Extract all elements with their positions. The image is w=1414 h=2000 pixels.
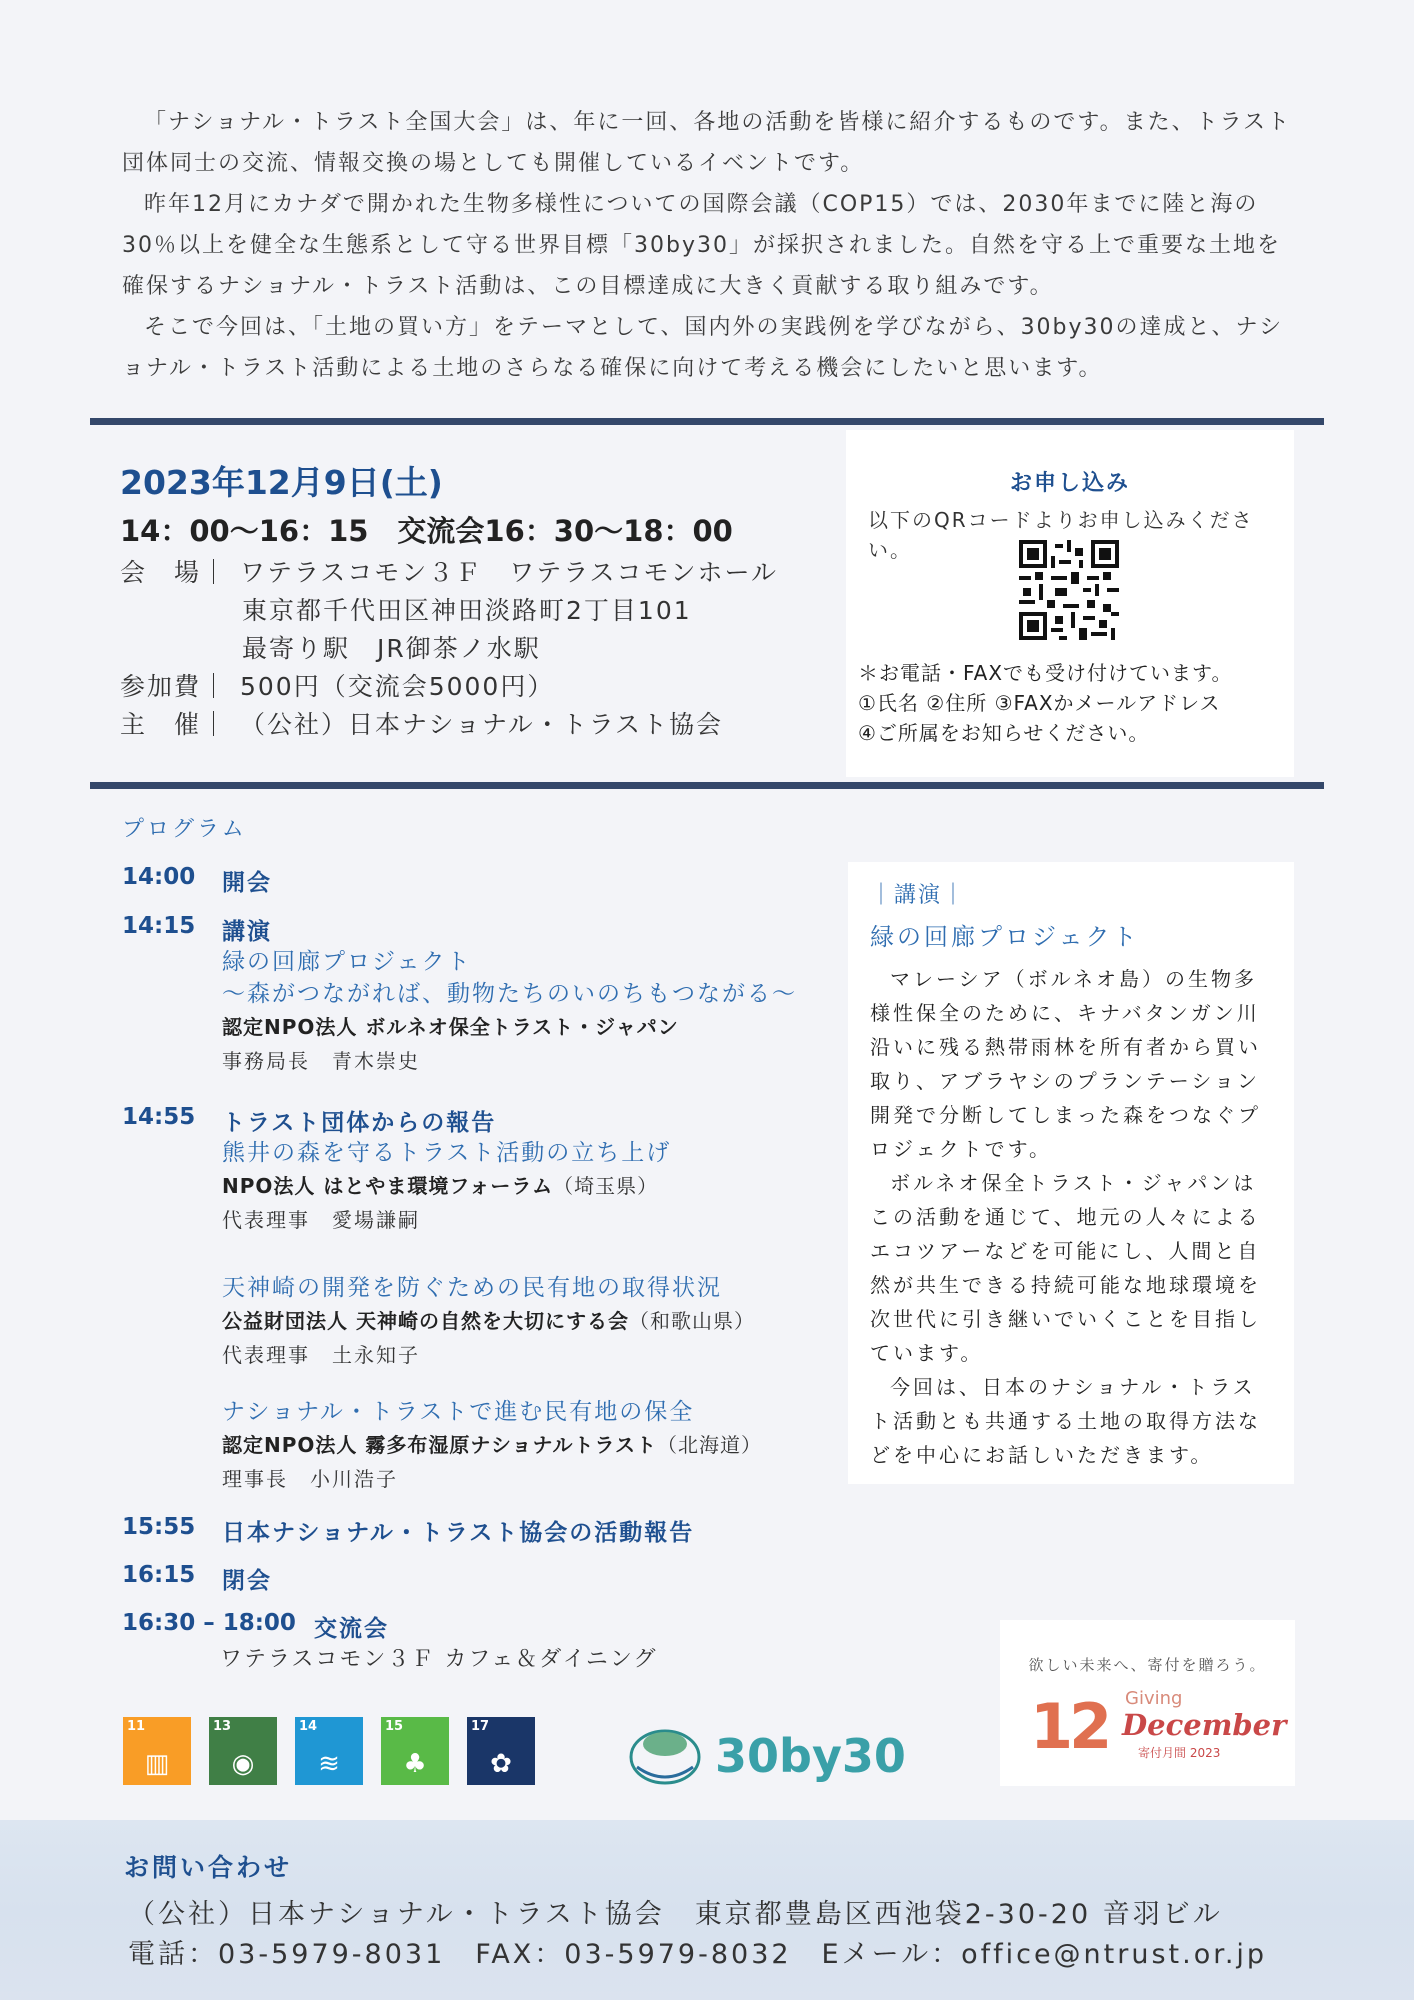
divider: [90, 418, 1324, 425]
sdg-14-icon: 14 ≋: [295, 1717, 363, 1785]
30by30-logo: [625, 1712, 925, 1792]
program-time: 14:15: [122, 913, 196, 939]
application-title: お申し込み: [1009, 471, 1130, 496]
sdg-number: 14: [299, 1719, 318, 1734]
contact-org: （公社）日本ナショナル・トラスト協会 東京都豊島区西池袋2-30-20 音羽ビル: [128, 1899, 1223, 1930]
program: [122, 812, 842, 1672]
event-info: [120, 460, 820, 744]
venue-address: 東京都千代田区神田淡路町2丁目101: [242, 596, 692, 625]
program-item: [122, 1514, 694, 1547]
report-title: 天神崎の開発を防ぐための民有地の取得状況: [222, 1275, 722, 1301]
venue-row: [120, 554, 820, 592]
sdg-number: 13: [213, 1719, 232, 1734]
application-box: [846, 430, 1294, 777]
fee-label: 参加費｜: [120, 672, 229, 701]
org-prefecture: （埼玉県）: [553, 1174, 659, 1198]
program-item: [122, 913, 797, 1078]
program-item: [122, 1610, 657, 1677]
fee-value: 500円（交流会5000円）: [240, 672, 555, 701]
report-person: 理事長 小川浩子: [222, 1467, 398, 1491]
lecture-paragraph: 今回は、日本のナショナル・トラスト活動とも共通する土地の取得方法などを中心にお話しいただきます。: [870, 1375, 1261, 1467]
contact-footer: [0, 1820, 1414, 2000]
giving-sub: 寄付月間 2023: [1138, 1746, 1221, 1760]
divider: [90, 782, 1324, 789]
report-org: [222, 1304, 755, 1338]
lecture-box-title: 緑の回廊プロジェクト: [870, 923, 1140, 951]
program-time: 16:15: [122, 1562, 196, 1588]
host-value: （公社）日本ナショナル・トラスト協会: [240, 710, 724, 739]
program-time: 14:00: [122, 864, 196, 890]
venue-station: 最寄り駅 JR御茶ノ水駅: [242, 634, 541, 663]
program-label: 閉会: [222, 1568, 272, 1594]
lecture-box-body: [870, 962, 1276, 1472]
sdgs-icons: [123, 1717, 535, 1785]
program-item: [122, 864, 272, 897]
intro-paragraph: 「ナショナル・トラスト全国大会」は、年に一回、各地の活動を皆様に紹介するものです。また、トラスト団体同士の交流、情報交換の場としても開催しているイベントです。: [122, 110, 1291, 176]
lecture-box: [848, 862, 1294, 1484]
note-line: ①氏名 ②住所 ③FAXかメールアドレス: [858, 691, 1221, 715]
sdg-13-icon: 13 ◉: [209, 1717, 277, 1785]
program-item: [122, 1272, 755, 1372]
host-label: 主 催｜: [120, 710, 229, 739]
application-note: [858, 658, 1288, 748]
program-time: 14:55: [122, 1104, 196, 1130]
lecture-subtitle: ～森がつながれば、動物たちのいのちもつながる～: [222, 981, 797, 1007]
org-name: 公益財団法人 天神崎の自然を大切にする会: [222, 1309, 629, 1333]
lecture-title: 緑の回廊プロジェクト: [222, 949, 472, 975]
org-prefecture: （和歌山県）: [628, 1309, 755, 1333]
sdg-17-icon: 17 ✿: [467, 1717, 535, 1785]
fee-row: [120, 668, 820, 706]
lecture-paragraph: マレーシア（ボルネオ島）の生物多様性保全のために、キナバタンガン川沿いに残る熱帯雨林を所有者から買い取り、アブラヤシのプランテーション開発で分断してしまった森をつなぐプロジェクトです。: [870, 967, 1261, 1161]
giving-december-logo: [1000, 1620, 1295, 1786]
contact-tel: 電話：03-5979-8031 FAX：03-5979-8032 Eメール：office@ntrust.or.jp: [128, 1939, 1268, 1970]
sdg-number: 11: [127, 1719, 146, 1734]
report-person: 代表理事 愛場謙嗣: [222, 1208, 420, 1232]
report-title: 熊井の森を守るトラスト活動の立ち上げ: [222, 1140, 672, 1166]
venue-label: 会 場｜: [120, 558, 229, 587]
december-word: December: [1122, 1708, 1287, 1742]
report-org: [222, 1169, 671, 1203]
program-item: [122, 1396, 762, 1496]
program-time: 15:55: [122, 1514, 196, 1540]
program-label: 講演: [222, 919, 272, 945]
contact-title: お問い合わせ: [124, 1853, 293, 1882]
event-time: 14：00〜16：15 交流会16：30〜18：00: [120, 514, 733, 548]
giving-number: 12: [1030, 1690, 1109, 1763]
note-line: ＊お電話・FAXでも受け付けています。: [858, 661, 1233, 685]
sdg-number: 15: [385, 1719, 404, 1734]
lecture-person: 事務局長 青木崇史: [222, 1049, 420, 1073]
program-label: 日本ナショナル・トラスト協会の活動報告: [222, 1520, 695, 1546]
intro-text: [122, 102, 1298, 389]
program-label: 交流会: [314, 1616, 389, 1642]
program-item: [122, 1104, 671, 1237]
logo-text: 30by30: [715, 1729, 906, 1783]
host-row: [120, 706, 820, 744]
giving-caption: 欲しい未来へ、寄付を贈ろう。: [1028, 1656, 1267, 1674]
program-title: プログラム: [122, 817, 247, 842]
application-text: 以下のQRコードよりお申し込みください。: [868, 508, 1254, 562]
lecture-box-heading: ｜講演｜: [870, 883, 967, 908]
sdg-15-icon: 15 ♣: [381, 1717, 449, 1785]
venue-value: ワテラスコモン３Ｆ ワテラスコモンホール: [240, 558, 779, 587]
program-time: 16:30 – 18:00: [122, 1610, 296, 1636]
org-name: NPO法人 はとやま環境フォーラム: [222, 1174, 554, 1198]
party-place: ワテラスコモン３Ｆ カフェ＆ダイニング: [220, 1647, 658, 1672]
program-label: 開会: [222, 870, 272, 896]
sdg-number: 17: [471, 1719, 490, 1734]
org-name: 認定NPO法人 霧多布湿原ナショナルトラスト: [222, 1433, 657, 1457]
giving-word: Giving: [1125, 1688, 1183, 1709]
lecture-paragraph: ボルネオ保全トラスト・ジャパンはこの活動を通じて、地元の人々によるエコツアーなどを可能にし、人間と自然が共生できる持続可能な地球環境を次世代に引き継いでいくことを目指しています。: [870, 1171, 1261, 1365]
event-date: 2023年12月9日(土): [120, 463, 443, 502]
program-label: トラスト団体からの報告: [222, 1110, 497, 1136]
report-org: [222, 1428, 762, 1462]
qr-code-icon[interactable]: [1019, 540, 1119, 640]
report-title: ナショナル・トラストで進む民有地の保全: [222, 1399, 695, 1425]
note-line: ④ご所属をお知らせください。: [858, 721, 1150, 745]
org-prefecture: （北海道）: [656, 1433, 762, 1457]
intro-paragraph: そこで今回は、「土地の買い方」をテーマとして、国内外の実践例を学びながら、30by30の達成と、ナショナル・トラスト活動による土地のさらなる確保に向けて考える機会にしたいと思います。: [122, 315, 1284, 381]
program-item: [122, 1562, 272, 1595]
sdg-11-icon: 11 ▥: [123, 1717, 191, 1785]
lecture-org: 認定NPO法人 ボルネオ保全トラスト・ジャパン: [222, 1015, 679, 1039]
report-person: 代表理事 土永知子: [222, 1343, 420, 1367]
intro-paragraph: 昨年12月にカナダで開かれた生物多様性についての国際会議（COP15）では、2030年までに陸と海の30％以上を健全な生態系として守る世界目標「30by30」が採択されました。自然を守る上で重要な土地を確保するナショナル・トラスト活動は、この目標達成に大きく貢献する取り組みです。: [122, 192, 1281, 299]
